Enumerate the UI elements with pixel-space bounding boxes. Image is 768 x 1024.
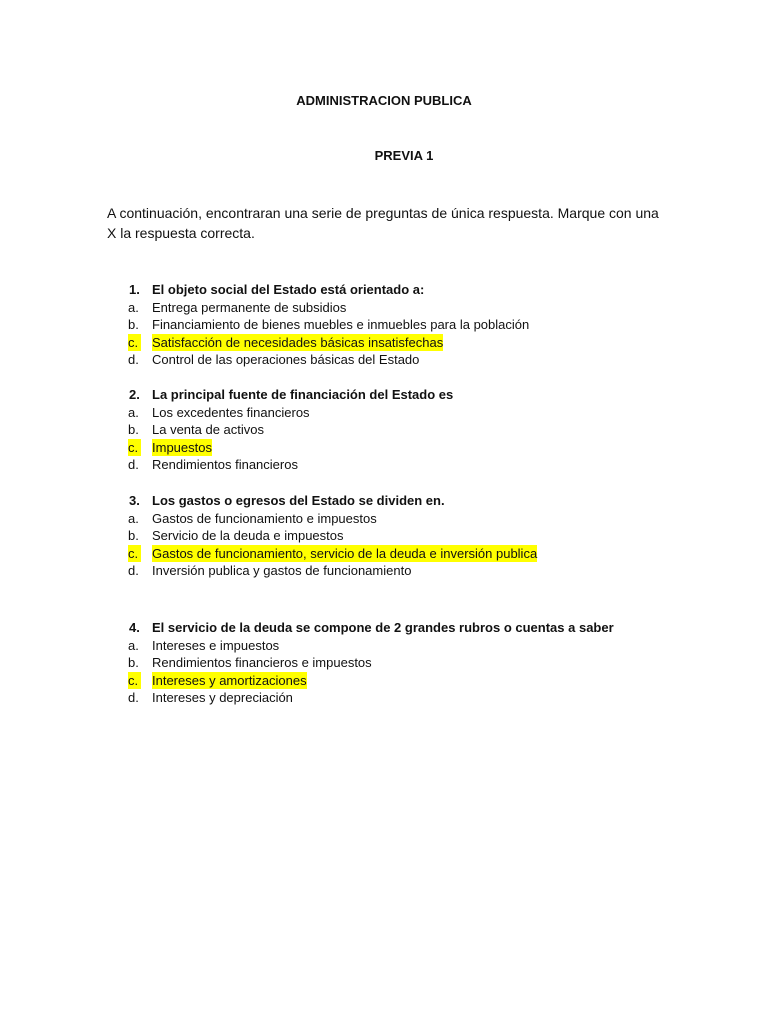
option-text: Financiamiento de bienes muebles e inmuebles para la población: [152, 317, 530, 333]
option-letter: c.: [128, 672, 141, 690]
question-4: [129, 619, 729, 707]
option-b: [129, 421, 729, 439]
option-text: Rendimientos financieros: [152, 457, 298, 473]
option-letter: d.: [128, 563, 139, 579]
page-title: ADMINISTRACION PUBLICA: [296, 93, 472, 108]
question-text: El servicio de la deuda se compone de 2 grandes rubros o cuentas a saber: [152, 620, 614, 635]
question-number: 4.: [129, 620, 140, 635]
question-text: Los gastos o egresos del Estado se dividen en.: [152, 493, 445, 508]
option-letter: b.: [128, 528, 139, 544]
option-letter: a.: [128, 299, 139, 315]
option-text: Servicio de la deuda e impuestos: [152, 528, 344, 544]
option-text: Intereses y depreciación: [152, 690, 293, 706]
option-c-highlighted-answer: [129, 672, 729, 690]
option-text: Intereses e impuestos: [152, 637, 280, 653]
option-b: [129, 654, 729, 672]
question-heading: [129, 619, 729, 637]
option-a: [129, 510, 729, 528]
instructions-paragraph: A continuación, encontraran una serie de preguntas de única respuesta. Marque con una X la respuesta correcta.: [107, 205, 659, 241]
option-letter: c.: [128, 545, 141, 563]
option-d: [129, 456, 729, 474]
option-c-highlighted-answer: [129, 545, 729, 563]
option-text-highlighted: Gastos de funcionamiento, servicio de la deuda e inversión publica: [152, 545, 538, 561]
page-subtitle: PREVIA 1: [374, 148, 434, 163]
option-a: [129, 404, 729, 422]
question-heading: [129, 386, 729, 404]
option-b: [129, 527, 729, 545]
option-d: [129, 689, 729, 707]
option-text: Rendimientos financieros e impuestos: [152, 655, 372, 671]
question-heading: [129, 281, 729, 299]
option-text-highlighted: Impuestos: [152, 439, 212, 455]
option-text-highlighted: Intereses y amortizaciones: [152, 672, 307, 688]
question-number: 2.: [129, 387, 140, 402]
question-number: 1.: [129, 282, 140, 297]
option-letter: b.: [128, 655, 139, 671]
option-text: Control de las operaciones básicas del Estado: [152, 352, 420, 368]
option-letter: c.: [128, 334, 141, 352]
question-2: [129, 386, 729, 474]
option-letter: d.: [128, 457, 139, 473]
option-d: [129, 351, 729, 369]
option-letter: a.: [128, 637, 139, 653]
question-3: [129, 492, 729, 580]
option-a: [129, 637, 729, 655]
question-number: 3.: [129, 493, 140, 508]
question-text: La principal fuente de financiación del Estado es: [152, 387, 454, 402]
option-letter: b.: [128, 317, 139, 333]
option-c-highlighted-answer: [129, 439, 729, 457]
question-text: El objeto social del Estado está orientado a:: [152, 282, 425, 297]
option-letter: b.: [128, 422, 139, 438]
option-a: [129, 299, 729, 317]
option-letter: c.: [128, 439, 141, 457]
option-text: Los excedentes financieros: [152, 404, 310, 420]
option-text: Inversión publica y gastos de funcionamiento: [152, 563, 412, 579]
option-text: Gastos de funcionamiento e impuestos: [152, 510, 377, 526]
option-b: [129, 316, 729, 334]
option-d: [129, 562, 729, 580]
option-c-highlighted-answer: [129, 334, 729, 352]
option-text-highlighted: Satisfacción de necesidades básicas insatisfechas: [152, 334, 444, 350]
question-1: [129, 281, 729, 369]
option-text: Entrega permanente de subsidios: [152, 299, 347, 315]
option-letter: d.: [128, 690, 139, 706]
option-letter: a.: [128, 404, 139, 420]
option-text: La venta de activos: [152, 422, 265, 438]
option-letter: d.: [128, 352, 139, 368]
option-letter: a.: [128, 510, 139, 526]
question-heading: [129, 492, 729, 510]
